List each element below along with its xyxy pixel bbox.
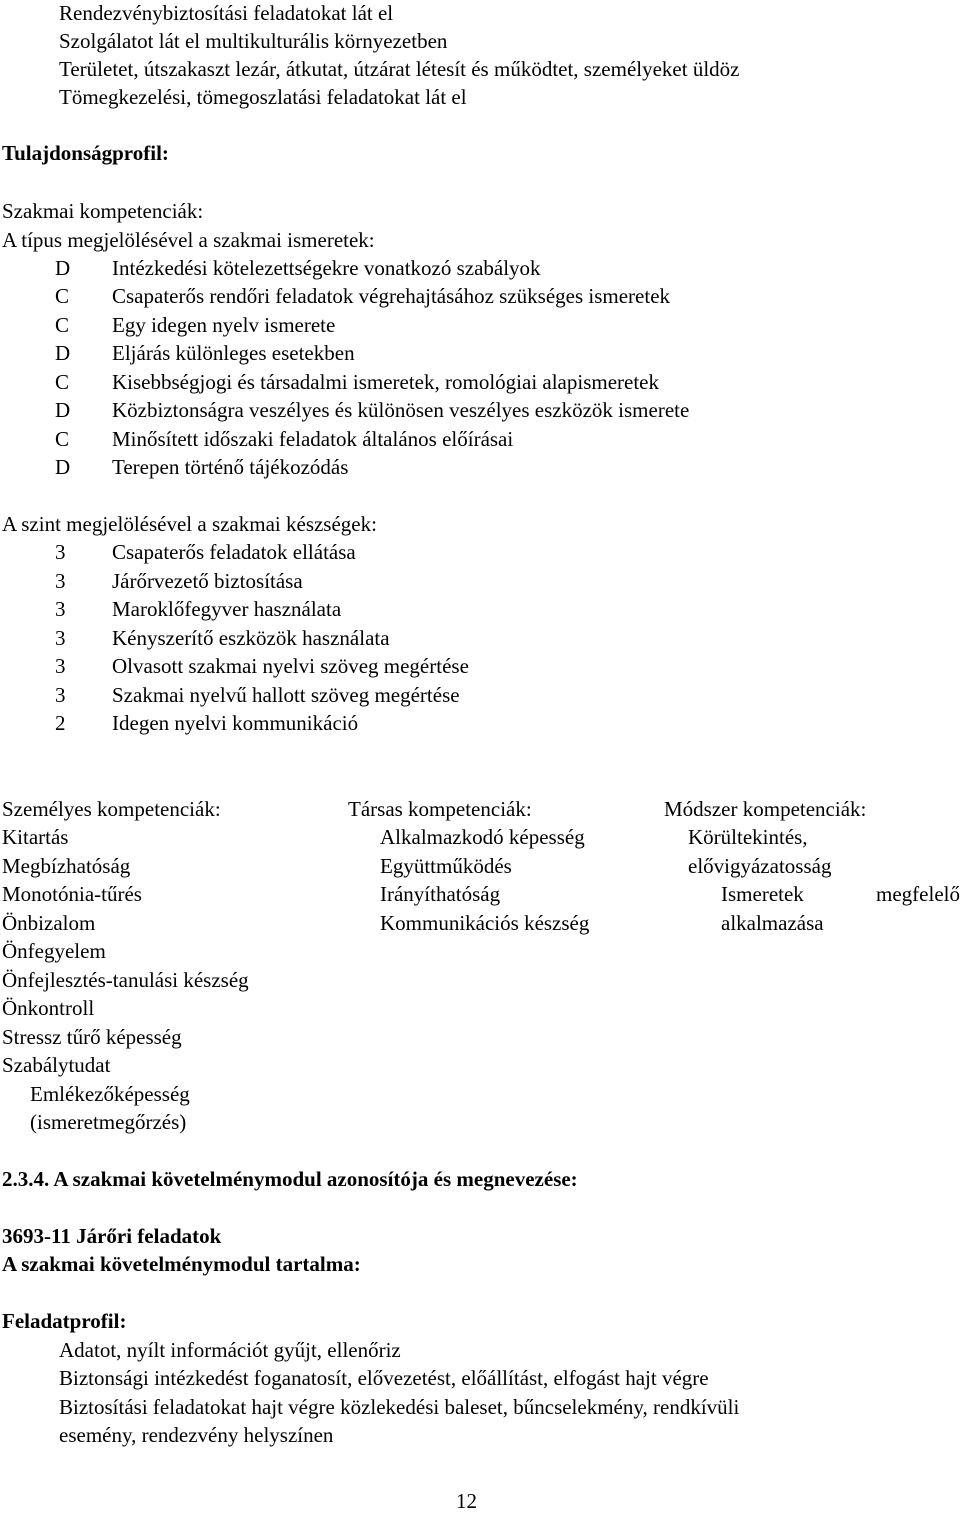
knowledge-item: Minősített időszaki feladatok általános előírásai [112,427,514,451]
module-content-heading: A szakmai követelménymodul tartalma: [2,1252,361,1276]
personal-competences-heading: Személyes kompetenciák: [2,797,221,821]
knowledge-code: C [55,427,70,451]
knowledge-item: Csapaterős rendőri feladatok végrehajtásához szükséges ismeretek [112,284,671,308]
task-line: Biztonsági intézkedést foganatosít, elővezetést, előállítást, elfogást hajt végre [59,1366,709,1390]
skill-level: 3 [55,683,66,707]
skill-item: Csapaterős feladatok ellátása [112,540,356,564]
skill-item: Kényszerítő eszközök használata [112,626,390,650]
task-line: Rendezvénybiztosítási feladatokat lát el [59,1,394,25]
skill-level: 3 [55,569,66,593]
method-competences-column [664,796,960,936]
list-item: Megbízhatóság [2,854,131,878]
list-item: Önfegyelem [2,939,106,963]
list-item: Irányíthatóság [380,882,501,906]
social-competences-column [348,796,658,936]
knowledge-code: C [55,313,70,337]
knowledge-code: D [55,455,71,479]
skill-item: Járőrvezető biztosítása [112,569,303,593]
skill-item: Szakmai nyelvű hallott szöveg megértése [112,683,460,707]
knowledge-heading: A típus megjelölésével a szakmai ismeretek: [2,228,375,252]
task-line: Biztosítási feladatokat hajt végre közlekedési baleset, bűncselekmény, rendkívüli [59,1395,740,1419]
list-item: Ismeretek [721,882,804,906]
knowledge-item: Terepen történő tájékozódás [112,455,349,479]
knowledge-code: D [55,341,71,365]
module-id-heading: 2.3.4. A szakmai követelménymodul azonosítója és megnevezése: [2,1167,578,1191]
list-item: (ismeretmegőrzés) [30,1110,187,1134]
list-item: Szabálytudat [2,1053,111,1077]
skill-item: Olvasott szakmai nyelvi szöveg megértése [112,654,469,678]
social-competences-heading: Társas kompetenciák: [348,797,532,821]
knowledge-item: Egy idegen nyelv ismerete [112,313,336,337]
task-line: Tömegkezelési, tömegoszlatási feladatokat lát el [59,85,467,109]
skills-heading: A szint megjelölésével a szakmai készségek: [2,512,377,536]
task-profile-heading: Feladatprofil: [2,1309,127,1333]
list-item: Körültekintés, [688,825,808,849]
skill-level: 3 [55,654,66,678]
module-name: 3693-11 Járőri feladatok [2,1224,222,1248]
list-item: Monotónia-tűrés [2,882,142,906]
knowledge-item: Eljárás különleges esetekben [112,341,355,365]
list-item: alkalmazása [721,911,824,935]
list-item: megfelelő [876,882,960,906]
task-line: esemény, rendezvény helyszínen [59,1423,334,1447]
skill-level: 3 [55,597,66,621]
list-item: Kommunikációs készség [380,911,590,935]
knowledge-code: D [55,256,71,280]
knowledge-code: C [55,284,70,308]
task-line: Adatot, nyílt információt gyűjt, ellenőriz [59,1338,401,1362]
knowledge-code: C [55,370,70,394]
list-item: Önfejlesztés-tanulási készség [2,968,249,992]
knowledge-item: Közbiztonságra veszélyes és különösen veszélyes eszközök ismerete [112,398,690,422]
knowledge-item: Intézkedési kötelezettségekre vonatkozó szabályok [112,256,541,280]
ownership-profile-heading: Tulajdonságprofil: [2,141,169,165]
skill-item: Idegen nyelvi kommunikáció [112,711,359,735]
list-item: Kitartás [2,825,69,849]
task-line: Szolgálatot lát el multikulturális környezetben [59,29,448,53]
page-number: 12 [456,1489,477,1513]
knowledge-code: D [55,398,71,422]
task-line: Területet, útszakaszt lezár, átkutat, útzárat létesít és működtet, személyeket üldöz [59,57,740,81]
skill-level: 2 [55,711,66,735]
skill-level: 3 [55,540,66,564]
list-item: Emlékezőképesség [30,1082,190,1106]
list-item: elővigyázatosság [688,854,832,878]
skill-item: Maroklőfegyver használata [112,597,342,621]
list-item: Önkontroll [2,996,95,1020]
knowledge-item: Kisebbségjogi és társadalmi ismeretek, romológiai alapismeretek [112,370,660,394]
list-item: Alkalmazkodó képesség [380,825,585,849]
list-item: Stressz tűrő képesség [2,1025,182,1049]
skill-level: 3 [55,626,66,650]
list-item: Együttműködés [380,854,512,878]
method-competences-heading: Módszer kompetenciák: [664,797,867,821]
personal-competences-column [2,796,332,1136]
professional-competences-heading: Szakmai kompetenciák: [2,199,204,223]
list-item: Önbizalom [2,911,96,935]
